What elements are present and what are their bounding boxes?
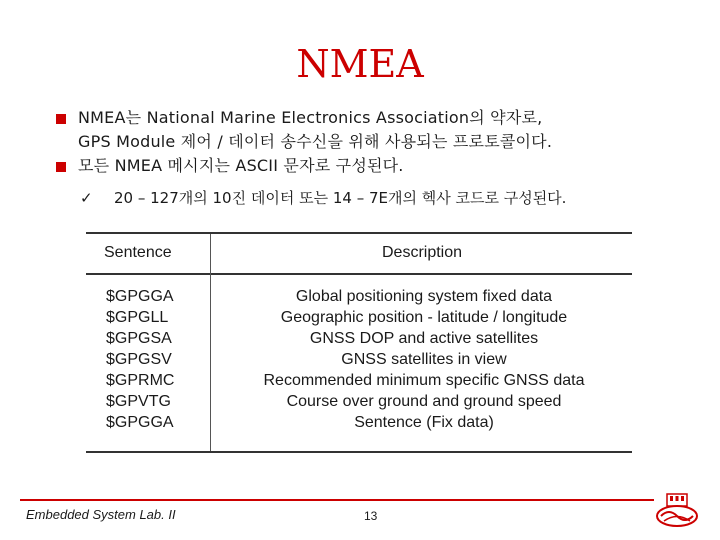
bullet-line: GPS Module 제어 / 데이터 송수신을 위해 사용되는 프로토콜이다.: [78, 132, 553, 151]
table-bottom-rule: [86, 451, 632, 453]
description-cell: Course over ground and ground speed: [286, 393, 562, 410]
slide-title: NMEA: [296, 42, 424, 86]
checkmark-icon: ✓: [80, 189, 93, 207]
sentence-cell: $GPGLL: [106, 309, 169, 326]
sub-bullet-item: [56, 186, 706, 210]
description-cell: Geographic position - latitude / longitude: [280, 309, 568, 326]
sub-bullet-text: 20 – 127개의 10진 데이터 또는 14 – 7E개의 헥사 코드로 구성된다.: [114, 189, 567, 207]
square-bullet-icon: [56, 114, 66, 124]
sentence-cell: $GPGGA: [106, 288, 174, 305]
table-header-rule: [86, 273, 632, 275]
description-cell: Global positioning system fixed data: [295, 288, 553, 305]
bullet-line: NMEA는 National Marine Electronics Association의 약자로,: [78, 108, 543, 127]
bullet-line: 모든 NMEA 메시지는 ASCII 문자로 구성된다.: [78, 156, 404, 175]
university-seal-logo: [655, 492, 699, 528]
bullet-item-2: [56, 154, 706, 178]
description-column: [216, 286, 632, 433]
table-top-rule: [86, 232, 632, 234]
page-number: 13: [364, 509, 378, 523]
description-cell: GNSS DOP and active satellites: [309, 330, 539, 347]
table-column-divider: [210, 234, 211, 451]
header-description: Description: [382, 244, 463, 261]
sentence-cell: $GPGSV: [106, 351, 172, 368]
footer-divider: [20, 499, 654, 501]
square-bullet-icon: [56, 162, 66, 172]
header-sentence: Sentence: [104, 244, 172, 261]
sentence-column: [106, 286, 174, 433]
footer-course-name: Embedded System Lab. II: [26, 507, 176, 522]
bullet-item-1: [56, 106, 706, 154]
sentence-cell: $GPGGA: [106, 414, 174, 431]
nmea-sentence-table: [86, 232, 632, 454]
description-cell: Recommended minimum specific GNSS data: [263, 372, 585, 389]
sentence-cell: $GPVTG: [106, 393, 171, 410]
bullet-list: [56, 106, 706, 210]
sentence-cell: $GPGSA: [106, 330, 172, 347]
description-cell: GNSS satellites in view: [341, 351, 507, 368]
description-cell: Sentence (Fix data): [354, 414, 494, 431]
sentence-cell: $GPRMC: [106, 372, 175, 389]
